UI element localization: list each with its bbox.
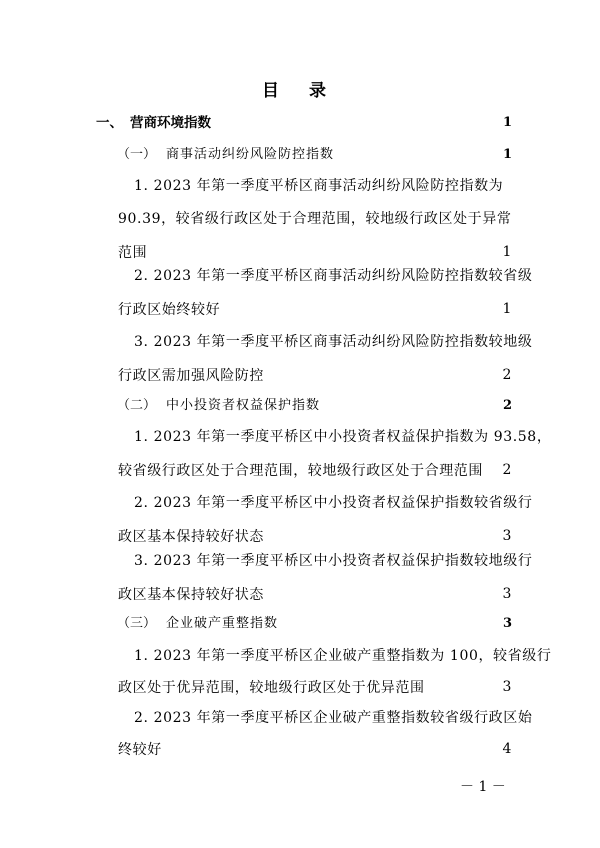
toc-item-line: 3. 2023 年第一季度平桥区中小投资者权益保护指数较地级行 xyxy=(134,553,533,569)
toc-section-title: 营商环境指数 xyxy=(130,115,211,131)
toc-page-number: 3 xyxy=(502,586,512,602)
toc-leader-dots xyxy=(223,299,499,319)
toc-subsection-title: 企业破产重整指数 xyxy=(166,616,279,631)
toc-leader-dots xyxy=(323,396,500,416)
toc-leader-dots xyxy=(428,677,500,697)
toc-page-number: 1 xyxy=(502,115,512,130)
toc-page-number: 2 xyxy=(502,462,512,478)
toc-subsection-3[interactable] xyxy=(0,614,600,634)
toc-page-number: 3 xyxy=(502,679,512,695)
toc-item-line: 1. 2023 年第一季度平桥区中小投资者权益保护指数为 93.58， xyxy=(134,429,552,445)
toc-page-number: 3 xyxy=(502,616,512,631)
toc-item-line: 2. 2023 年第一季度平桥区中小投资者权益保护指数较省级行 xyxy=(134,495,533,511)
toc-subsection-title: 商事活动纠纷风险防控指数 xyxy=(166,147,335,162)
toc-subsection-title: 中小投资者权益保护指数 xyxy=(166,398,321,413)
toc-subsection-2[interactable] xyxy=(0,396,600,416)
toc-page-number: 1 xyxy=(502,301,512,317)
toc-title: 目 录 xyxy=(262,81,338,101)
toc-leader-dots xyxy=(267,584,499,604)
toc-subsection-number: （一） xyxy=(117,147,157,162)
toc-item-line: 1. 2023 年第一季度平桥区商事活动纠纷风险防控指数为 xyxy=(134,178,504,194)
toc-page-number: 2 xyxy=(502,398,512,413)
toc-item-line: 终较好 xyxy=(118,742,162,758)
toc-subsection-number: （二） xyxy=(117,398,157,413)
toc-item-line: 政区基本保持较好状态 xyxy=(118,529,264,545)
toc-leader-dots xyxy=(267,365,499,385)
toc-leader-dots xyxy=(267,526,499,546)
toc-subsection-number: （三） xyxy=(117,616,157,631)
toc-page-number: 3 xyxy=(502,528,512,544)
toc-item-line: 范围 xyxy=(118,245,148,261)
toc-item-line: 90.39，较省级行政区处于合理范围，较地级行政区处于异常 xyxy=(118,211,512,227)
toc-leader-dots xyxy=(337,145,500,165)
toc-item-line: 较省级行政区处于合理范围，较地级行政区处于合理范围 xyxy=(118,463,483,479)
toc-item-line: 1. 2023 年第一季度平桥区企业破产重整指数为 100，较省级行 xyxy=(134,648,552,664)
toc-section-1[interactable] xyxy=(0,113,600,133)
toc-page-number: 2 xyxy=(502,367,512,383)
toc-item-line: 政区处于优异范围，较地级行政区处于优异范围 xyxy=(118,680,425,696)
toc-page-number: 1 xyxy=(502,244,512,260)
toc-page-number: 4 xyxy=(502,741,512,757)
page-number-footer: － 1 － xyxy=(460,779,506,795)
toc-leader-dots xyxy=(214,113,500,133)
toc-leader-dots xyxy=(150,242,499,262)
toc-item-line: 2. 2023 年第一季度平桥区企业破产重整指数较省级行政区始 xyxy=(134,710,533,726)
toc-section-number: 一、 xyxy=(96,115,123,131)
toc-leader-dots xyxy=(486,460,499,480)
toc-item-line: 政区基本保持较好状态 xyxy=(118,587,264,603)
toc-item-line: 行政区始终较好 xyxy=(118,302,221,318)
toc-item-line: 2. 2023 年第一季度平桥区商事活动纠纷风险防控指数较省级 xyxy=(134,268,533,284)
toc-leader-dots xyxy=(165,739,500,759)
toc-item-line: 行政区需加强风险防控 xyxy=(118,368,264,384)
toc-subsection-1[interactable] xyxy=(0,145,600,165)
toc-leader-dots xyxy=(281,614,500,634)
toc-item-line: 3. 2023 年第一季度平桥区商事活动纠纷风险防控指数较地级 xyxy=(134,334,533,350)
toc-page-number: 1 xyxy=(502,147,512,162)
